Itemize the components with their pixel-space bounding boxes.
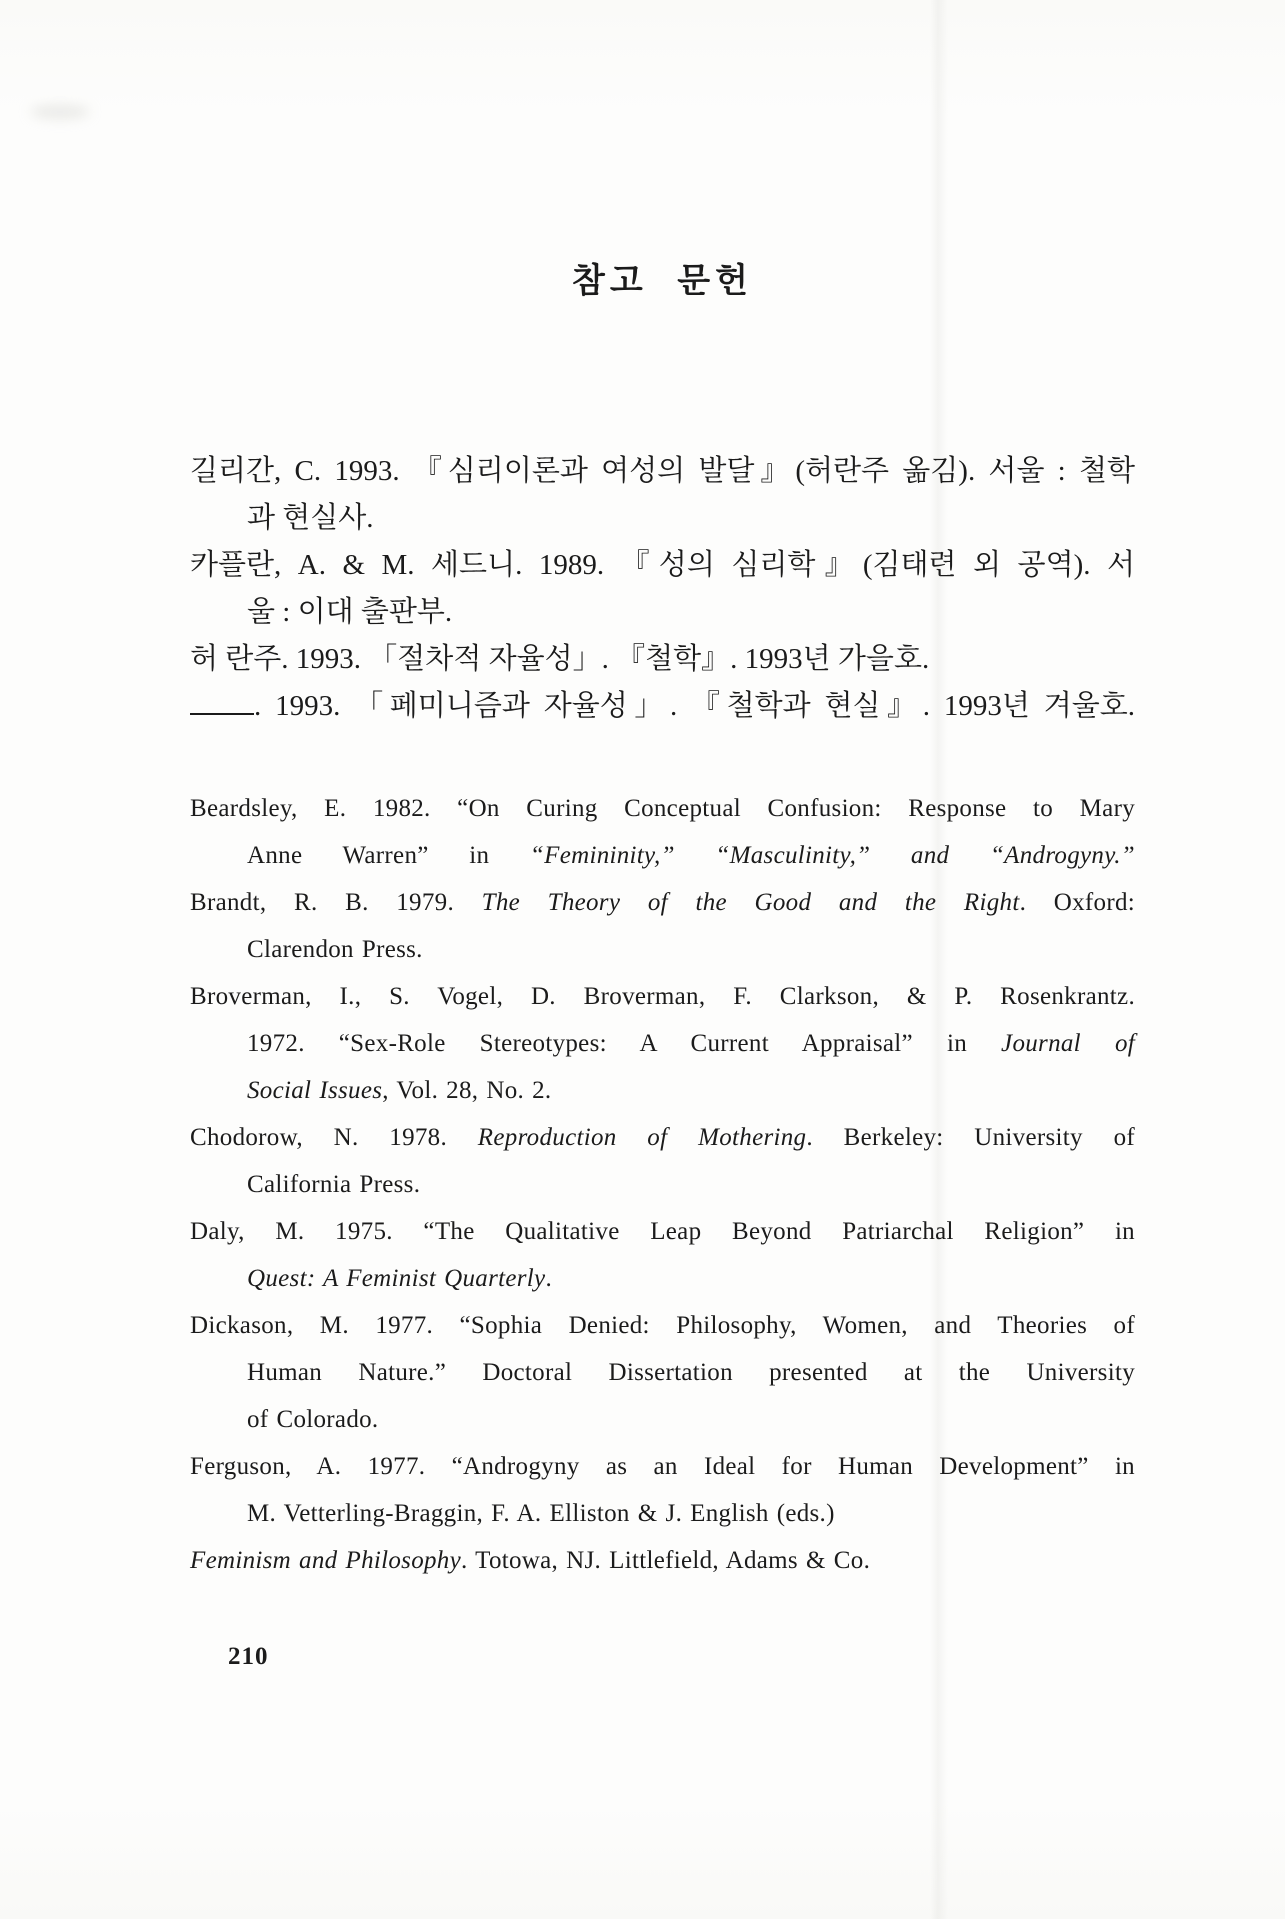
reference-line — [190, 495, 1135, 542]
reference-text: Clarendon Press. — [247, 936, 423, 963]
reference-text: Brandt, R. B. 1979. — [190, 889, 482, 916]
reference-line — [190, 1396, 1135, 1443]
reference-line — [190, 589, 1135, 636]
reference-text: Daly, M. 1975. “The Qualitative Leap Beyond Patriarchal Religion” in — [190, 1218, 1135, 1245]
page-number: 210 — [228, 1643, 269, 1670]
reference-line — [190, 785, 1135, 832]
reference-text-italic: Feminism and Philosophy — [190, 1547, 461, 1574]
reference-line — [190, 1349, 1135, 1396]
reference-line — [190, 1302, 1135, 1349]
reference-text: 1972. “Sex-Role Stereotypes: A Current Appraisal” in — [247, 1030, 1002, 1057]
repeated-author-underline — [190, 687, 254, 715]
reference-line — [190, 542, 1135, 589]
reference-line — [190, 1255, 1135, 1302]
reference-line — [190, 1208, 1135, 1255]
reference-line — [190, 448, 1135, 495]
english-references — [190, 785, 1135, 1584]
reference-text-italic: Reproduction of Mothering — [477, 1124, 807, 1151]
page-title: 참고 문헌 — [572, 263, 753, 300]
reference-text: of Colorado. — [247, 1406, 379, 1433]
reference-line — [190, 973, 1135, 1020]
reference-line — [190, 832, 1135, 879]
reference-line — [190, 1537, 1135, 1584]
reference-text-italic: Social Issues — [247, 1077, 383, 1104]
reference-text-italic: “Femininity,” “Masculinity,” and “Androgyny.” — [529, 842, 1135, 869]
reference-line — [190, 1067, 1135, 1114]
reference-line — [190, 1020, 1135, 1067]
reference-text-italic: Quest: A Feminist Quarterly — [247, 1265, 546, 1292]
reference-text: . — [545, 1265, 553, 1292]
reference-text: 과 현실사. — [247, 502, 374, 534]
reference-line — [190, 1114, 1135, 1161]
reference-text: , Vol. 28, No. 2. — [382, 1077, 552, 1104]
reference-text: Dickason, M. 1977. “Sophia Denied: Philosophy, Women, and Theories of — [190, 1312, 1135, 1339]
reference-line — [190, 1161, 1135, 1208]
reference-text: Chodorow, N. 1978. — [190, 1124, 478, 1151]
reference-text-italic: The Theory of the Good and the Right — [481, 889, 1020, 916]
scan-smudge-artifact — [30, 105, 90, 119]
reference-text: Broverman, I., S. Vogel, D. Broverman, F. Clarkson, & P. Rosenkrantz. — [190, 983, 1135, 1010]
reference-line — [190, 1490, 1135, 1537]
reference-line — [190, 636, 1135, 683]
reference-text: 길리간, C. 1993. 『심리이론과 여성의 발달』(허란주 옮김). 서울 : 철학 — [190, 455, 1135, 487]
reference-text: 울 : 이대 출판부. — [247, 596, 453, 628]
reference-line — [190, 683, 1135, 730]
reference-text: Beardsley, E. 1982. “On Curing Conceptual Confusion: Response to Mary — [190, 795, 1135, 822]
korean-references — [190, 448, 1135, 730]
reference-text: . 1993. 「페미니즘과 자율성」. 『철학과 현실』. 1993년 겨울호. — [254, 690, 1135, 722]
reference-line — [190, 926, 1135, 973]
reference-line — [190, 1443, 1135, 1490]
reference-text: Anne Warren” in — [247, 842, 530, 869]
reference-text: . Totowa, NJ. Littlefield, Adams & Co. — [460, 1547, 871, 1574]
reference-text: Ferguson, A. 1977. “Androgyny as an Ideal for Human Development” in — [190, 1453, 1135, 1480]
reference-text: California Press. — [247, 1171, 421, 1198]
reference-text: Human Nature.” Doctoral Dissertation presented at the University — [247, 1359, 1135, 1386]
reference-line — [190, 879, 1135, 926]
reference-text: 카플란, A. & M. 세드니. 1989. 『성의 심리학』(김태련 외 공역). 서 — [190, 549, 1135, 581]
reference-text: 허 란주. 1993. 「절차적 자율성」. 『철학』. 1993년 가을호. — [190, 643, 930, 675]
reference-text-italic: Journal of — [1001, 1030, 1135, 1057]
reference-text: . Oxford: — [1019, 889, 1135, 916]
reference-text: . Berkeley: University of — [806, 1124, 1135, 1151]
reference-text: M. Vetterling-Braggin, F. A. Elliston & J. English (eds.) — [247, 1500, 835, 1527]
